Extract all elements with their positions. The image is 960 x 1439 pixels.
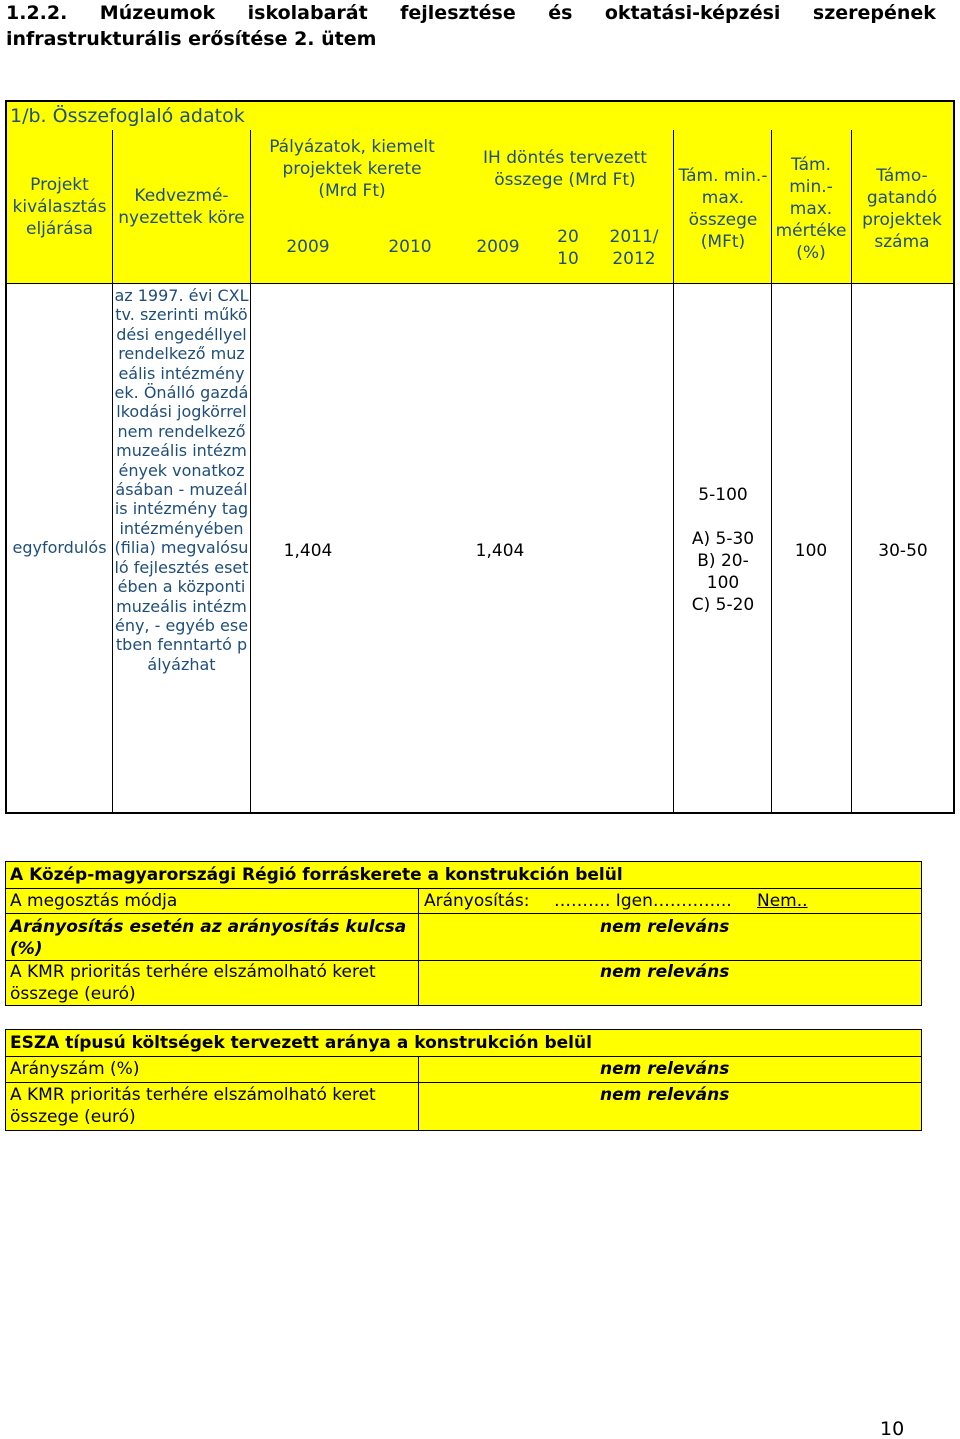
column-divider xyxy=(771,130,772,813)
header-row-divider xyxy=(5,283,955,284)
column-divider xyxy=(673,130,674,813)
esza-keret-value: nem releváns xyxy=(600,1085,730,1105)
osszeg-a: A) 5-30 xyxy=(691,529,755,549)
heading-word: szerepének xyxy=(812,2,936,24)
table2-row-divider xyxy=(5,888,922,889)
header-projekt-kivalasztas: Projekt kiválasztás eljárása xyxy=(12,174,107,239)
kmr-keret-value: nem releváns xyxy=(600,962,730,982)
table3-row-divider xyxy=(5,1082,922,1083)
header-palyazatok-kerete: Pályázatok, kiemelt projektek kerete (Mrd Ft) xyxy=(269,137,435,201)
table3-title: ESZA típusú költségek tervezett aránya a konstrukción belül xyxy=(10,1033,592,1053)
heading-line-2: infrastrukturális erősítése 2. ütem xyxy=(6,28,377,50)
cell-eljaras: egyfordulós xyxy=(12,538,107,557)
header-dontes-2011-2012: 2011/ 2012 xyxy=(609,227,659,269)
header-dontes-2010: 20 10 xyxy=(557,227,579,269)
table2-title: A Közép-magyarországi Régió forráskerete a konstrukción belül xyxy=(10,865,623,885)
osszeg-range: 5-100 xyxy=(698,485,748,505)
header-dontes-2009: 2009 xyxy=(476,237,520,257)
esza-keret-label: A KMR prioritás terhére elszámolható keret összege (euró) xyxy=(10,1085,376,1127)
cell-dontes-2009: 1,404 xyxy=(475,541,525,561)
spacer xyxy=(676,506,770,528)
table3-border-bottom xyxy=(5,1130,922,1131)
table3-row-divider xyxy=(5,1056,922,1057)
kmr-keret-label: A KMR prioritás terhére elszámolható keret összege (euró) xyxy=(10,962,376,1004)
heading-word: iskolabarát xyxy=(247,2,368,24)
table3-border-left xyxy=(5,1029,6,1131)
header-projektek-szama: Támo-gatandó projektek száma xyxy=(862,166,942,252)
megosztas-label: A megosztás módja xyxy=(10,891,178,911)
cell-kedvezmenyezettek: az 1997. évi CXL tv. szerinti működési engedéllyel rendelkező muzeális intézmények. Önálló gazdálkodási jogkörrel nem rendelkező muzeális intézmények vonatkozásában - muzeális intézmény tagintézményében (filia) megvalósuló fejlesztés esetében a központi muzeális intézmény, - egyéb esetben fenntartó pályázhat xyxy=(114,286,249,674)
table3-column-divider xyxy=(418,1056,419,1130)
megosztas-nem: Nem.. xyxy=(757,891,808,911)
table2-row-divider xyxy=(5,913,922,914)
header-tam-merteke: Tám. min.-max. mértéke (%) xyxy=(775,155,847,263)
table2-border-top xyxy=(5,861,922,862)
header-keret-2009: 2009 xyxy=(286,237,330,257)
table-border-top xyxy=(5,100,955,102)
table-border-bottom xyxy=(5,812,955,814)
table2-border-left xyxy=(5,861,6,1006)
heading-line-1 xyxy=(6,0,936,26)
table-title: 1/b. Összefoglaló adatok xyxy=(10,105,245,127)
column-divider xyxy=(250,130,251,813)
header-tam-osszege: Tám. min.-max. összege (MFt) xyxy=(678,166,768,252)
megosztas-aranyositas: Arányosítás: xyxy=(424,891,530,911)
aranyszam-label: Arányszám (%) xyxy=(10,1059,140,1079)
aranyositas-kulcsa-value: nem releváns xyxy=(600,917,730,937)
osszeg-b: B) 20-100 xyxy=(697,551,749,593)
megosztas-igen: ………. Igen………….. xyxy=(554,891,732,911)
table-border-right xyxy=(953,100,955,814)
table2-border-bottom xyxy=(5,1005,922,1006)
cell-tam-osszege xyxy=(676,484,770,616)
column-divider xyxy=(851,130,852,813)
heading-word: fejlesztése xyxy=(400,2,516,24)
heading-word: 1.2.2. xyxy=(6,2,68,24)
table3-border-top xyxy=(5,1029,922,1030)
table3-border-right xyxy=(921,1029,922,1131)
page-number: 10 xyxy=(880,1418,905,1439)
section-heading xyxy=(6,0,936,52)
cell-tam-merteke: 100 xyxy=(794,541,828,561)
header-keret-2010: 2010 xyxy=(388,237,432,257)
heading-word: oktatási-képzési xyxy=(604,2,781,24)
heading-word: és xyxy=(548,2,573,24)
heading-word: Múzeumok xyxy=(99,2,216,24)
aranyositas-kulcsa-label: Arányosítás esetén az arányosítás kulcsa (%) xyxy=(10,917,407,959)
header-kedvezmenyezettek: Kedvezmé-nyezettek köre xyxy=(118,185,245,228)
aranyszam-value: nem releváns xyxy=(600,1059,730,1079)
cell-projektek-szama: 30-50 xyxy=(878,541,928,561)
header-ih-dontes: IH döntés tervezett összege (Mrd Ft) xyxy=(483,148,647,190)
osszeg-c: C) 5-20 xyxy=(691,595,755,615)
cell-keret-2009: 1,404 xyxy=(283,541,333,561)
table2-border-right xyxy=(921,861,922,1006)
table2-column-divider xyxy=(418,888,419,1005)
